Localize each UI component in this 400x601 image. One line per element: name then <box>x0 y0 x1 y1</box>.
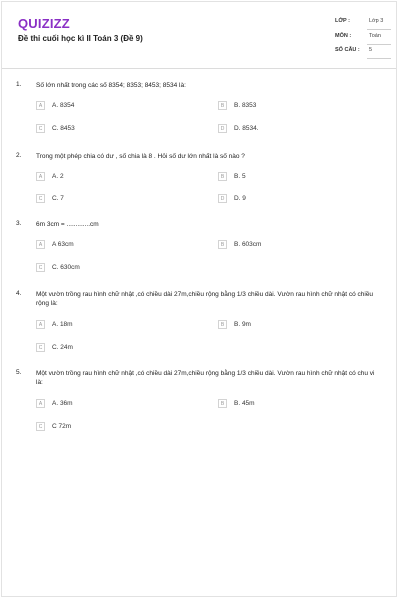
question-text: Một vườn trồng rau hình chữ nhật ,có chiều dài 27m,chiều rộng bằng 1/3 chiều dài. Vườn rau hình chữ nhật có chiều rộng là: <box>36 291 374 307</box>
option-text: A. 2 <box>52 173 64 180</box>
question-text: 6m 3cm = .............cm <box>36 221 99 228</box>
question-number: 5. <box>16 369 22 376</box>
option-text: A. 36m <box>52 400 73 407</box>
option-letter-box: C <box>36 263 45 272</box>
option-text: C. 7 <box>52 195 64 202</box>
question-number: 2. <box>16 152 22 159</box>
option-text: B. 45m <box>234 400 255 407</box>
meta-question-count <box>335 45 391 59</box>
option-letter-box: A <box>36 101 45 110</box>
option-letter-box: A <box>36 399 45 408</box>
question-text: Số lớn nhất trong các số 8354; 8353; 8453; 8534 là: <box>36 82 186 89</box>
option-text: A. 18m <box>52 321 73 328</box>
worksheet-title: Đề thi cuối học kì II Toán 3 (Đề 9) <box>18 34 143 43</box>
option-letter-box: B <box>218 240 227 249</box>
option-text: C 72m <box>52 423 72 430</box>
meta-subject <box>335 31 391 45</box>
question-number: 4. <box>16 290 22 297</box>
option-letter-box: D <box>218 194 227 203</box>
option-letter-box: B <box>218 101 227 110</box>
meta-subject-label: MÔN : <box>335 33 352 39</box>
meta-question-count-label: SỐ CÂU : <box>335 47 360 53</box>
meta-class-value: Lớp 3 <box>369 18 384 24</box>
meta-question-count-value: 5 <box>369 47 373 53</box>
option-letter-box: C <box>36 194 45 203</box>
question-number: 1. <box>16 81 22 88</box>
option-text: D. 8534. <box>234 125 259 132</box>
option-letter-box: B <box>218 320 227 329</box>
option-text: C. 8453 <box>52 125 75 132</box>
question-text: Trong một phép chia có dư , số chia là 8 . Hỏi số dư lớn nhất là số nào ? <box>36 153 245 160</box>
option-letter-box: C <box>36 124 45 133</box>
option-letter-box: C <box>36 343 45 352</box>
option-letter-box: A <box>36 240 45 249</box>
question-text: Một vườn trồng rau hình chữ nhật ,có chiều dài 27m,chiều rộng bằng 1/3 chiều dài. Vườn rau hình chữ nhật có chu vi là: <box>36 370 375 386</box>
meta-class <box>335 16 391 30</box>
option-letter-box: B <box>218 172 227 181</box>
option-text: B. 8353 <box>234 102 257 109</box>
option-letter-box: A <box>36 172 45 181</box>
meta-class-label: LỚP : <box>335 18 350 24</box>
meta-class-underline <box>367 29 391 30</box>
option-text: B. 9m <box>234 321 251 328</box>
option-text: C. 24m <box>52 344 73 351</box>
quizizz-logo: QUIZIZZ <box>18 16 70 31</box>
question-number: 3. <box>16 220 22 227</box>
option-text: B. 603cm <box>234 241 262 248</box>
option-text: A. 8354 <box>52 102 75 109</box>
option-letter-box: D <box>218 124 227 133</box>
option-letter-box: A <box>36 320 45 329</box>
option-letter-box: B <box>218 399 227 408</box>
option-text: B. 5 <box>234 173 246 180</box>
option-letter-box: C <box>36 422 45 431</box>
option-text: A 63cm <box>52 241 74 248</box>
meta-subject-value: Toán <box>369 33 381 39</box>
meta-question-count-underline <box>367 58 391 59</box>
worksheet-page <box>1 1 397 597</box>
worksheet-header <box>2 2 396 69</box>
option-text: C. 630cm <box>52 264 80 271</box>
option-text: D. 9 <box>234 195 246 202</box>
